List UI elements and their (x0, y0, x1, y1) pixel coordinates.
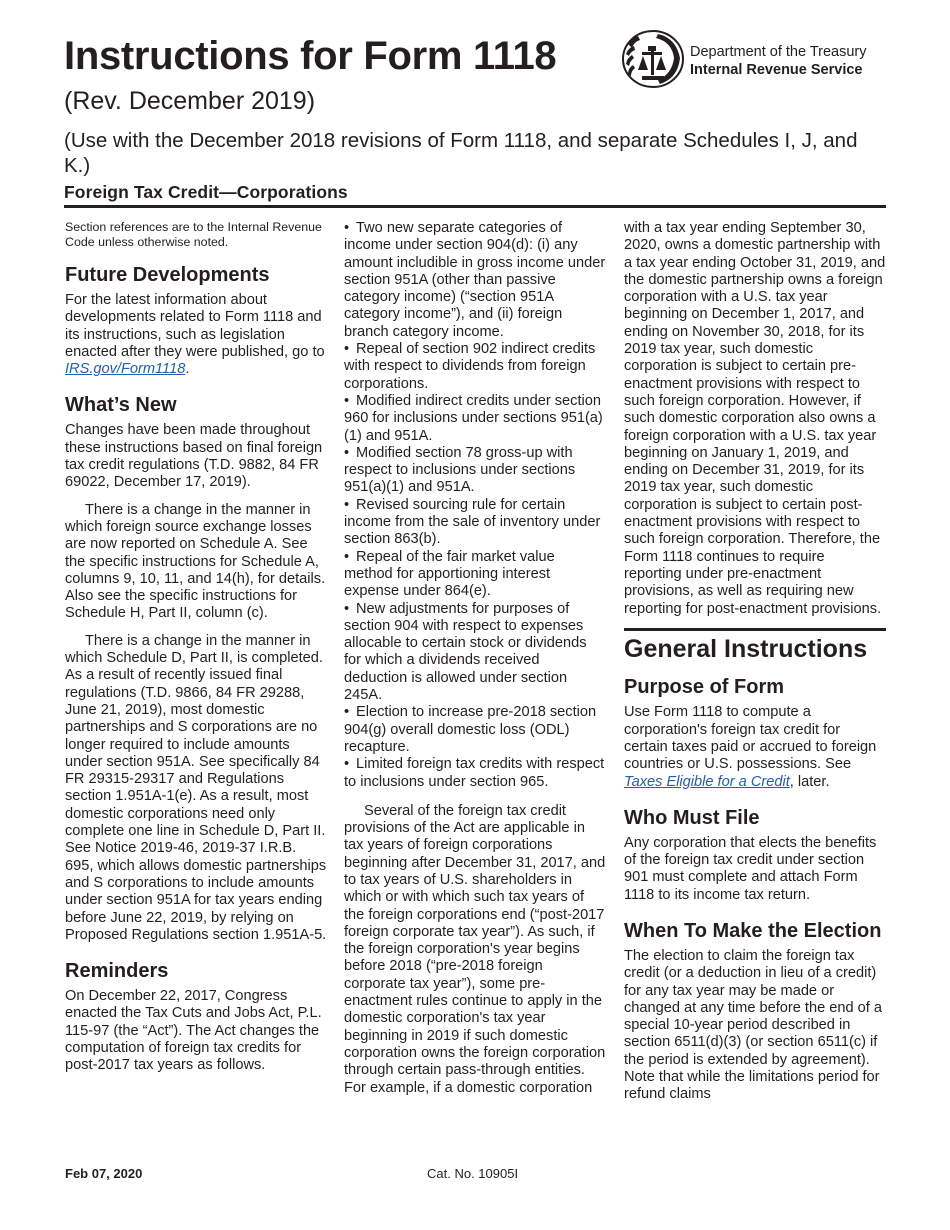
whats-new-paragraph-3: There is a change in the manner in which Schedule D, Part II, is completed. As a result of recently issued final regulations (T.D. 9866, 84 FR 29288, June 21, 2019), most domestic partnerships and S corporations are no longer required to include amounts under section 951A. See specifically 84 FR 29315-29317 and Regulations section 1.951A-1(e). As a result, most domestic corporations need only complete one line in Schedule D, Part II. See Notice 2019-46, 2019-37 I.R.B. 695, which allows domestic partnerships and S corporations to include amounts under section 951A for tax years ending before June 22, 2019, by relying on Proposed Regulations section 1.951A-5. (65, 632, 327, 943)
agency-header (622, 30, 867, 93)
future-developments-text (65, 292, 327, 378)
irs-eagle-logo-icon (622, 30, 684, 93)
whats-new-paragraph-2: There is a change in the manner in which foreign source exchange losses are now reported on Schedule A. See the specific instructions for Schedule A, columns 9, 10, 11, and 14(h), for details. Also see the specific instructions for Schedule H, Part II, column (c). (65, 501, 326, 622)
who-must-file-text: Any corporation that elects the benefits of the foreign tax credit under section 901 must complete and attach Form 1118 to its income tax return. (624, 834, 877, 903)
bullet-item: • New adjustments for purposes of section 904 with respect to expenses allocable to certain stock or dividends for which a dividends received deduction is allowed under section 245A. (344, 601, 606, 705)
when-to-make-election-text: The election to claim the foreign tax credit (or a deduction in lieu of a credit) for any tax year may be made or changed at any time before the end of a special 10-year period described in section 6511(d)(3) (or section 6511(c) if the period is extended by agreement). Note that while the limitations period for refund claims (624, 948, 883, 1103)
several-provisions-paragraph: Several of the foreign tax credit provisions of the Act are applicable in tax years of foreign corporations beginning after December 31, 2017, and to tax years of U.S. shareholders in which or with which such tax years of the foreign corporations end (“post-2017 foreign corporate tax year”). As such, if the foreign corporation's year begins before 2018 (“pre-2018 foreign corporate tax year”), some pre-enactment rules continue to apply in the domestic corporation's tax year beginning in 2019 if such domestic corporation owns the foreign corporation through certain pass-through entities. For example, if a domestic corporation (344, 802, 606, 1096)
footer-date: Feb 07, 2020 (65, 1166, 143, 1181)
agency-name (690, 44, 867, 79)
future-developments-text-end: . (185, 361, 190, 378)
use-with-note: (Use with the December 2018 revisions of Form 1118, and separate Schedules I, J, and K.) (64, 129, 858, 178)
bullet-item: • Modified indirect credits under section 960 for inclusions under sections 951(a)(1) and 951A. (344, 393, 606, 445)
future-developments-heading: Future Developments (65, 264, 270, 286)
bullet-item: • Election to increase pre-2018 section 904(g) overall domestic loss (ODL) recapture. (344, 704, 606, 756)
bullet-item: • Repeal of the fair market value method for apportioning interest expense under 864(e). (344, 549, 606, 601)
continued-paragraph: with a tax year ending September 30, 2020, owns a domestic partnership with a tax year ending October 31, 2019, and the domestic partnership owns a foreign corporation with a U.S. tax year beginning on December 1, 2017, and ending on November 30, 2018, for its 2019 tax year, such domestic corporation is subject to certain pre-enactment provisions with respect to such foreign corporation. However, if such domestic corporation also owns a foreign corporation with a U.S. tax year beginning on January 1, 2019, and ending on December 31, 2019, for its 2019 tax year, such domestic corporation is subject to certain post-enactment provisions with respect to such foreign corporation. Therefore, the Form 1118 continues to require reporting under pre-enactment provisions, as well as requiring new reporting for post-enactment provisions. (624, 220, 886, 617)
when-to-make-election-heading: When To Make the Election (624, 920, 882, 942)
general-instructions-heading: General Instructions (624, 635, 868, 664)
document-subtitle: Foreign Tax Credit—Corporations (64, 182, 348, 202)
whats-new-paragraph-1: Changes have been made throughout these instructions based on final foreign tax credit regulations (T.D. 9882, 84 FR 69022, December 17, 2019). (65, 422, 323, 491)
purpose-text-end: , later. (789, 773, 830, 790)
whats-new-heading: What’s New (65, 394, 177, 417)
bullet-item: • Limited foreign tax credits with respect to inclusions under section 965. (344, 756, 606, 791)
column-2 (344, 220, 606, 1107)
bullet-item: • Two new separate categories of income under section 904(d): (i) any amount includible in gross income under section 951A (other than passive category income) (“section 951A category income”), and (ii) foreign branch category income. (344, 220, 606, 341)
catalog-number: Cat. No. 10905I (427, 1166, 519, 1181)
irs-name: Internal Revenue Service (690, 61, 863, 78)
column-1 (65, 220, 327, 1085)
column-3 (624, 220, 886, 1114)
irs-form1118-link[interactable]: IRS.gov/Form1118 (65, 361, 186, 378)
who-must-file-heading: Who Must File (624, 806, 760, 829)
bullet-item: • Revised sourcing rule for certain income from the sale of inventory under section 863(b). (344, 497, 606, 549)
revision-date: (Rev. December 2019) (64, 87, 316, 115)
header-rule (64, 205, 886, 208)
reminders-heading: Reminders (65, 960, 169, 983)
general-instructions-rule (624, 628, 886, 632)
bullet-item: • Modified section 78 gross-up with respect to inclusions under sections 951(a)(1) and 951A. (344, 445, 606, 497)
purpose-of-form-text (624, 704, 886, 790)
reminders-text: On December 22, 2017, Congress enacted the Tax Cuts and Jobs Act, P.L. 115-97 (the “Act”). The Act changes the computation of foreign tax credits for post-2017 tax years as follows. (65, 988, 322, 1074)
department-name: Department of the Treasury (690, 43, 867, 60)
document-title: Instructions for Form 1118 (64, 34, 557, 78)
taxes-eligible-link[interactable]: Taxes Eligible for a Credit (624, 773, 790, 790)
future-developments-text-start: For the latest information about developments related to Form 1118 and its instructions, such as legislation enacted after they were published, go to (65, 292, 325, 360)
purpose-text-start: Use Form 1118 to compute a corporation's foreign tax credit for certain taxes paid or accrued to foreign countries or U.S. possessions. See (624, 704, 877, 773)
section-references-note: Section references are to the Internal Revenue Code unless otherwise noted. (65, 220, 322, 249)
bullet-item: • Repeal of section 902 indirect credits with respect to dividends from foreign corporations. (344, 341, 606, 393)
purpose-of-form-heading: Purpose of Form (624, 676, 785, 699)
